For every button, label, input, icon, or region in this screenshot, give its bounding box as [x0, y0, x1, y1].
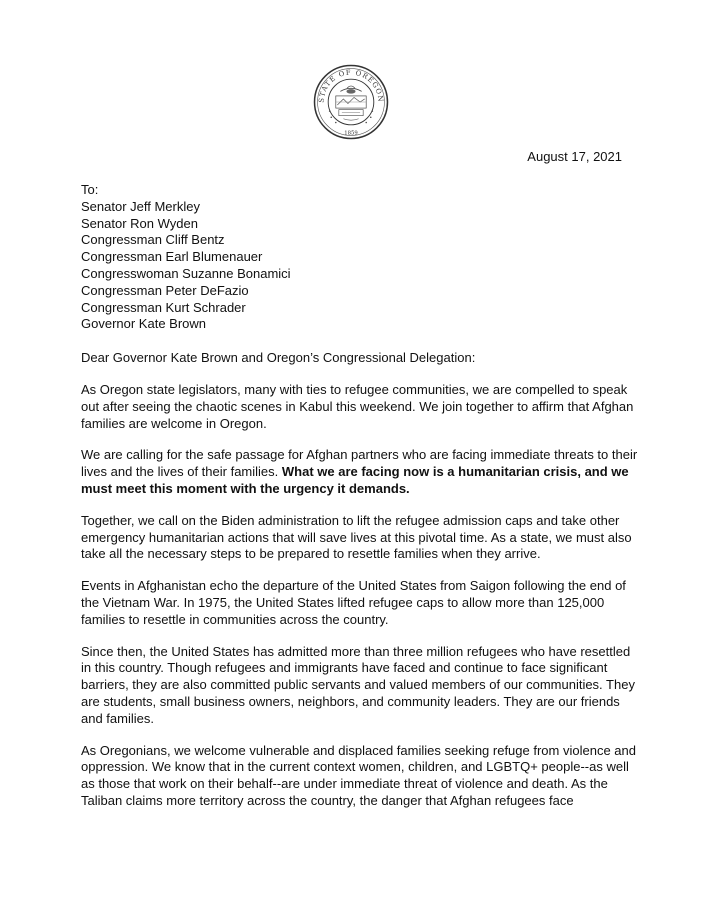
salutation: Dear Governor Kate Brown and Oregon’s Congressional Delegation: — [81, 350, 476, 366]
recipient: Governor Kate Brown — [81, 316, 207, 332]
oregon-state-seal — [313, 64, 389, 140]
recipient-list — [81, 199, 641, 333]
paragraph-text: Events in Afghanistan echo the departure of the United States from Saigon following the end of the Vietnam War. In 1975, the United States lifted refugee caps to allow more than 125,000 families to resettle in communities across the country. — [81, 578, 626, 627]
svg-text:1859: 1859 — [344, 130, 358, 137]
letter-body — [81, 182, 641, 810]
recipient: Congressman Peter DeFazio — [81, 282, 249, 298]
paragraph-text: As Oregonians, we welcome vulnerable and displaced families seeking refuge from violence and oppression. We know that in the current context women, children, and LGBTQ+ people--as well as those that work on their behalf--are under immediate threat of violence and death. As the Taliban claims more territory across the country, the danger that Afghan refugees face — [81, 742, 636, 808]
paragraph — [81, 382, 641, 432]
paragraph — [81, 513, 641, 563]
paragraph-text: Together, we call on the Biden administration to lift the refugee admission caps and take other emergency humanitarian actions that will save lives at this pivotal time. As a state, we must also take all the necessary steps to be prepared to resettle families when they arrive. — [81, 512, 632, 562]
svg-text:STATE OF OREGON: STATE OF OREGON — [317, 68, 385, 104]
recipient: Senator Ron Wyden — [81, 215, 198, 231]
recipient: Congressman Kurt Schrader — [81, 299, 246, 315]
paragraph — [81, 447, 641, 497]
recipient: Senator Jeff Merkley — [81, 198, 200, 214]
recipient: Congressman Earl Blumenauer — [81, 249, 263, 265]
to-label: To: — [81, 182, 99, 197]
paragraph-text: As Oregon state legislators, many with ties to refugee communities, we are compelled to speak out after seeing the chaotic scenes in Kabul this weekend. We join together to affirm that Afghan families are welcome in Oregon. — [81, 381, 634, 431]
recipient: Congressman Cliff Bentz — [81, 232, 225, 248]
paragraph — [81, 743, 641, 810]
paragraph-emphasis: What we are facing now is a humanitarian crisis, and we must meet this moment with the urgency it demands. — [81, 464, 629, 496]
recipient: Congresswoman Suzanne Bonamici — [81, 265, 291, 281]
paragraph-text: We are calling for the safe passage for Afghan partners who are facing immediate threats to their lives and the lives of their families. — [81, 447, 638, 480]
letter-date: August 17, 2021 — [527, 149, 622, 164]
paragraph — [81, 578, 641, 628]
paragraph — [81, 644, 641, 728]
paragraph-text: Since then, the United States has admitted more than three million refugees who have resettled in this country. Though refugees and immigrants have faced and continue to face significant barriers, they are also committed public servants and valued members of our communities. They are students, small business owners, neighbors, and community leaders. They are our friends and families. — [81, 643, 635, 726]
